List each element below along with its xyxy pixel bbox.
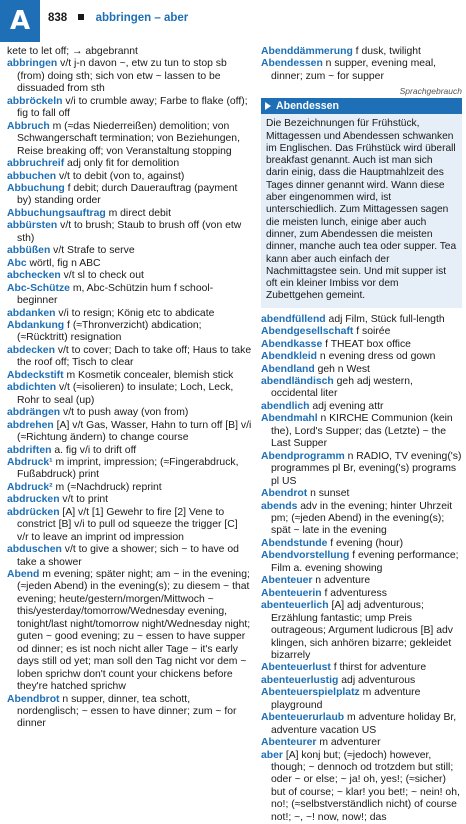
dictionary-entry: abenteuerlich [A] adj adventurous; Erzählung fantastic; ump Preis outrageous; Argument ludicrous [B] adv klingen, sich anhören bizarre; gekleidet bizarrely (261, 600, 453, 661)
dictionary-entry: abdecken v/t to cover; Dach to take off; Haus to take the roof off; Tisch to clear (7, 344, 252, 369)
usage-box-text: Die Bezeichnungen für Frühstück, Mittagessen und Abendessen schwanken im Englischen. Das Frühstück wird überall breakfast genannt. Auch ist man sich darin einig, dass die Hauptmahlzeit des Tages dinner genannt wird. Wann diese aber eingenommen wird, ist unterschiedlich. Zum Mittagessen sagen die meisten lunch, einige aber auch dinner, zum Abendessen die meisten dinner, manche auch tea oder supper. Tea kann aber auch einfach der Nachmittagstee sein. Und mit supper ist oft ein kleiner Imbiss vor dem Zubettgehen gemeint. (261, 114, 462, 307)
dictionary-entry: abendlich adj evening attr (261, 400, 384, 412)
dictionary-entry: kete to let off; → abgebrannt (7, 46, 138, 57)
dictionary-entry: abbuchen v/t to debit (von to, against) (7, 170, 185, 182)
dictionary-entry: abdrucken v/t to print (7, 494, 109, 506)
dictionary-entry: Abc-Schütze m, Abc-Schützin hum f school-beginner (7, 282, 214, 307)
dictionary-entry: abdrängen v/t to push away (von from) (7, 407, 189, 419)
section-letter-tab: A (0, 0, 40, 42)
dictionary-entry: Abendvorstellung f evening performance; Film a. evening showing (261, 550, 459, 574)
dictionary-entry: Abendmahl n KIRCHE Communion (kein the), Lord's Supper; das (Letzte) ~ the Last Supper (261, 413, 453, 450)
dictionary-entry: Abendkleid n evening dress od gown (261, 351, 436, 363)
dictionary-entry: Abdruck¹ m imprint, impression; (≈Fingerabdruck, Fußabdruck) print (7, 456, 239, 481)
dictionary-entry: Abdankung f (≈Thronverzicht) abdication; (≈Rücktritt) resignation (7, 319, 202, 344)
dictionary-entry: abdanken v/i to resign; König etc to abdicate (7, 307, 215, 319)
dictionary-entry: Abbruch m (≈das Niederreißen) demolition; von Schwangerschaft termination; von Beziehungen, Reise breaking off; von Veranstaltung stopping (7, 120, 240, 157)
dictionary-entry: Abendbrot n supper, dinner, tea schott, nordenglisch; ~ essen to have dinner; zum ~ for dinner (7, 693, 237, 730)
dictionary-entry: abdrücken [A] v/t [1] Gewehr to fire [2] Vene to constrict [B] v/i to pull od squeeze the trigger [C] v/r to leave an imprint od impression (7, 506, 238, 543)
dictionary-entry: abdrehen [A] v/t Gas, Wasser, Hahn to turn off [B] v/i (≈Richtung ändern) to change course (7, 419, 252, 444)
dictionary-entry: abends adv in the evening; hinter Uhrzeit pm; (≈jeden Abend) in the evening(s); spät ~ late in the evening (261, 500, 453, 537)
dictionary-entry: abdriften a. fig v/i to drift off (7, 444, 137, 456)
dictionary-entry: Abbuchung f debit; durch Dauerauftrag (payment by) standing order (7, 182, 238, 207)
dictionary-entry: abendländisch geh adj western, occidental liter (261, 375, 413, 400)
square-bullet-icon (78, 14, 84, 20)
dictionary-entry: Abendprogramm n RADIO, TV evening('s) programmes pl Br, evening('s) programs pl US (261, 450, 462, 487)
dictionary-entry: Abenteuerurlaub m adventure holiday Br, adventure vacation US (261, 712, 457, 736)
right-entries (261, 314, 462, 824)
dictionary-entry: abdichten v/t (≈isolieren) to insulate; Loch, Leck, Rohr to seal (up) (7, 382, 234, 406)
dictionary-entry: abenteuerlustig adj adventurous (261, 674, 416, 686)
usage-box (261, 85, 462, 307)
dictionary-entry: abchecken v/t sl to check out (7, 270, 144, 282)
page-number: 838 (48, 12, 68, 24)
dictionary-entry: Abdruck² m (≈Nachdruck) reprint (7, 481, 162, 493)
dictionary-entry: abbröckeln v/i to crumble away; Farbe to flake (off); fig to fall off (7, 95, 248, 120)
dictionary-entry: Abendstunde f evening (hour) (261, 537, 404, 549)
dictionary-entry: aber [A] konj but; (≈jedoch) however, though; ~ dennoch od trotzdem but still; oder ~ or else; ~ ja! oh, yes!; (≈sicher) but of course; ~ klar! you bet!; ~ nein! oh, no!; (≈selbstverständlich nicht) of course not!; ~, ~! now, now!; das (261, 749, 460, 823)
dictionary-entry: Abendrot n sunset (261, 488, 350, 500)
dictionary-entry: Abendessen n supper, evening meal, dinner; zum ~ for supper (261, 58, 437, 82)
dictionary-entry: Abend m evening; später night; am ~ in the evening; (≈jeden Abend) in the evening(s); zu diesem ~ that evening; heute/gestern/morgen/Mittwoch ~ this/yesterday/tomorrow/Wednesday evening, tonight/last night/tomorrow night/Wednesday night; guten ~ good evening; zu ~ essen to have supper od dinner; es ist noch nicht aller Tage ~ it's early days still od yet; man soll den Tag nicht vor dem ~ loben sprichw don't count your chickens before they're hatched sprichw (7, 569, 251, 693)
dictionary-entry: Abbuchungsauftrag m direct debit (7, 207, 171, 219)
dictionary-entry: abendfüllend adj Film, Stück full-length (261, 313, 445, 325)
triangle-icon (265, 102, 271, 110)
usage-box-label: Sprachgebrauch (399, 86, 462, 97)
dictionary-entry: Abc wörtl, fig n ABC (7, 257, 101, 269)
page-header (48, 12, 458, 30)
dictionary-entry: abduschen v/t to give a shower; sich ~ to have od take a shower (7, 544, 239, 568)
dictionary-entry: abbüßen v/t Strafe to serve (7, 245, 135, 257)
dictionary-entry: Abdeckstift m Kosmetik concealer, blemish stick (7, 369, 234, 381)
dictionary-entry: Abenteuerlust f thirst for adventure (261, 662, 427, 674)
usage-box-title-bar (261, 98, 462, 114)
dictionary-entry: Abendkasse f THEAT box office (261, 338, 411, 350)
dictionary-entry: Abenteuerspielplatz m adventure playground (261, 687, 421, 711)
dictionary-entry: abbürsten v/t to brush; Staub to brush off (von etw sth) (7, 220, 242, 244)
dictionary-entry: Abenddämmerung f dusk, twilight (261, 46, 421, 57)
left-column (7, 46, 252, 731)
right-top-entries (261, 46, 462, 83)
dictionary-entry: Abendgesellschaft f soirée (261, 326, 391, 338)
right-column (261, 46, 462, 824)
dictionary-entry: Abendland geh n West (261, 363, 370, 375)
usage-box-title: Abendessen (276, 99, 339, 112)
dictionary-entry: Abenteurer m adventurer (261, 737, 381, 749)
dictionary-entry: abbruchreif adj only fit for demolition (7, 158, 180, 170)
dictionary-entry: Abenteuer n adventure (261, 575, 371, 587)
dictionary-entry: Abenteuerin f adventuress (261, 587, 387, 599)
page-title: abbringen – aber (95, 12, 189, 24)
dictionary-entry: abbringen v/t j-n davon ~, etw zu tun to stop sb (from) doing sth; sich von etw ~ lassen to be dissuaded from sth (7, 58, 227, 95)
